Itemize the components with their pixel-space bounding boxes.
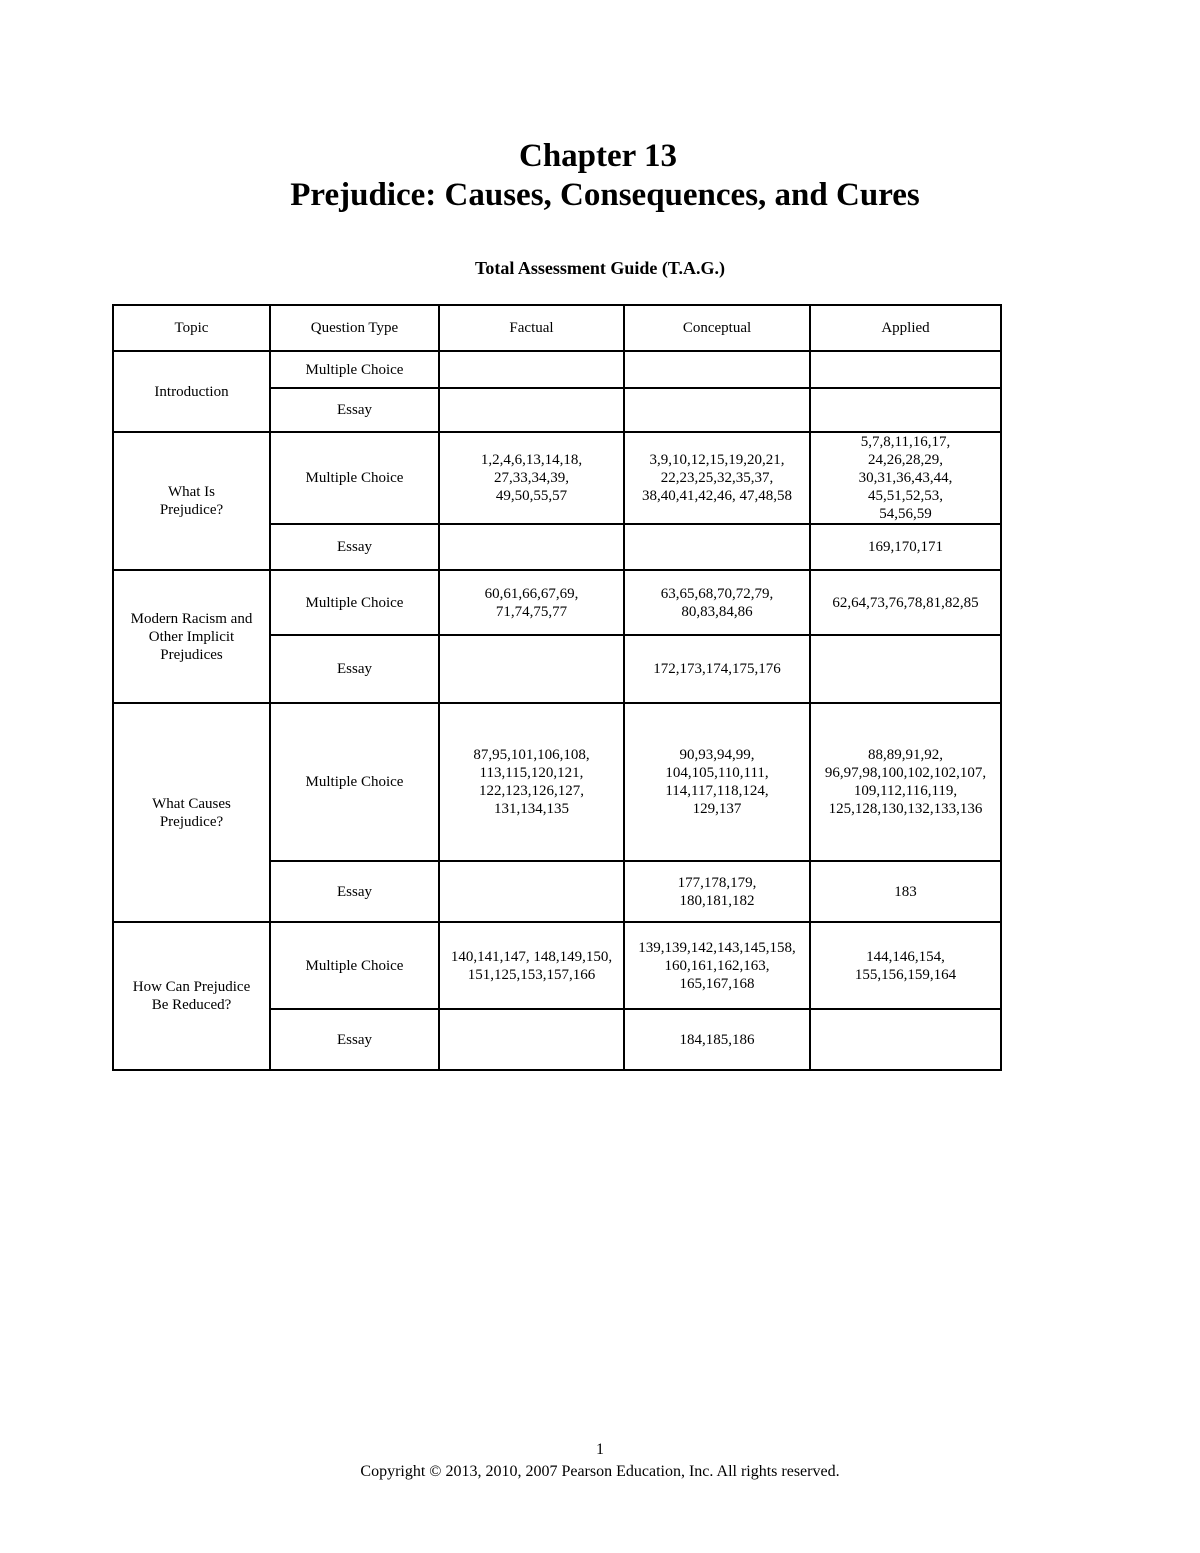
applied-cell: 183 (810, 861, 1001, 922)
question-type-cell: Essay (270, 1009, 439, 1070)
applied-cell (810, 635, 1001, 703)
chapter-number: Chapter 13 (519, 138, 677, 174)
question-type-cell: Multiple Choice (270, 703, 439, 861)
conceptual-cell: 177,178,179, 180,181,182 (624, 861, 810, 922)
question-type-cell: Essay (270, 861, 439, 922)
conceptual-cell: 90,93,94,99, 104,105,110,111, 114,117,118,124, 129,137 (624, 703, 810, 861)
factual-cell: 140,141,147, 148,149,150, 151,125,153,157,166 (439, 922, 624, 1009)
table-row (113, 570, 1001, 635)
conceptual-cell (624, 388, 810, 432)
header-conceptual: Conceptual (624, 305, 810, 351)
conceptual-cell: 172,173,174,175,176 (624, 635, 810, 703)
table-row (113, 703, 1001, 861)
factual-cell (439, 635, 624, 703)
page-number: 1 (596, 1441, 604, 1458)
conceptual-cell: 184,185,186 (624, 1009, 810, 1070)
factual-cell: 60,61,66,67,69, 71,74,75,77 (439, 570, 624, 635)
factual-cell: 1,2,4,6,13,14,18, 27,33,34,39, 49,50,55,57 (439, 432, 624, 524)
applied-cell (810, 1009, 1001, 1070)
applied-cell (810, 388, 1001, 432)
applied-cell: 169,170,171 (810, 524, 1001, 570)
conceptual-cell: 139,139,142,143,145,158, 160,161,162,163, 165,167,168 (624, 922, 810, 1009)
copyright-notice: Copyright © 2013, 2010, 2007 Pearson Education, Inc. All rights reserved. (360, 1463, 840, 1480)
applied-cell: 62,64,73,76,78,81,82,85 (810, 570, 1001, 635)
applied-cell: 88,89,91,92, 96,97,98,100,102,102,107, 109,112,116,119, 125,128,130,132,133,136 (810, 703, 1001, 861)
question-type-cell: Multiple Choice (270, 351, 439, 388)
question-type-cell: Essay (270, 388, 439, 432)
table-row (113, 432, 1001, 524)
conceptual-cell: 3,9,10,12,15,19,20,21, 22,23,25,32,35,37, 38,40,41,42,46, 47,48,58 (624, 432, 810, 524)
topic-cell: Modern Racism and Other Implicit Prejudices (113, 570, 270, 703)
topic-cell: What Is Prejudice? (113, 432, 270, 570)
header-question-type: Question Type (270, 305, 439, 351)
question-type-cell: Multiple Choice (270, 922, 439, 1009)
assessment-table (112, 304, 1002, 1071)
topic-cell: How Can Prejudice Be Reduced? (113, 922, 270, 1070)
factual-cell (439, 861, 624, 922)
question-type-cell: Multiple Choice (270, 570, 439, 635)
applied-cell: 144,146,154, 155,156,159,164 (810, 922, 1001, 1009)
factual-cell (439, 388, 624, 432)
conceptual-cell (624, 524, 810, 570)
factual-cell: 87,95,101,106,108, 113,115,120,121, 122,123,126,127, 131,134,135 (439, 703, 624, 861)
conceptual-cell (624, 351, 810, 388)
chapter-title: Prejudice: Causes, Consequences, and Cures (290, 177, 920, 213)
question-type-cell: Essay (270, 524, 439, 570)
applied-cell: 5,7,8,11,16,17, 24,26,28,29, 30,31,36,43,44, 45,51,52,53, 54,56,59 (810, 432, 1001, 524)
table-header-row (113, 305, 1001, 351)
question-type-cell: Multiple Choice (270, 432, 439, 524)
table-row (113, 922, 1001, 1009)
header-applied: Applied (810, 305, 1001, 351)
topic-cell: What Causes Prejudice? (113, 703, 270, 922)
applied-cell (810, 351, 1001, 388)
question-type-cell: Essay (270, 635, 439, 703)
topic-cell: Introduction (113, 351, 270, 432)
guide-title: Total Assessment Guide (T.A.G.) (474, 258, 726, 278)
header-factual: Factual (439, 305, 624, 351)
factual-cell (439, 524, 624, 570)
header-topic: Topic (113, 305, 270, 351)
conceptual-cell: 63,65,68,70,72,79, 80,83,84,86 (624, 570, 810, 635)
factual-cell (439, 351, 624, 388)
table-row (113, 351, 1001, 388)
factual-cell (439, 1009, 624, 1070)
